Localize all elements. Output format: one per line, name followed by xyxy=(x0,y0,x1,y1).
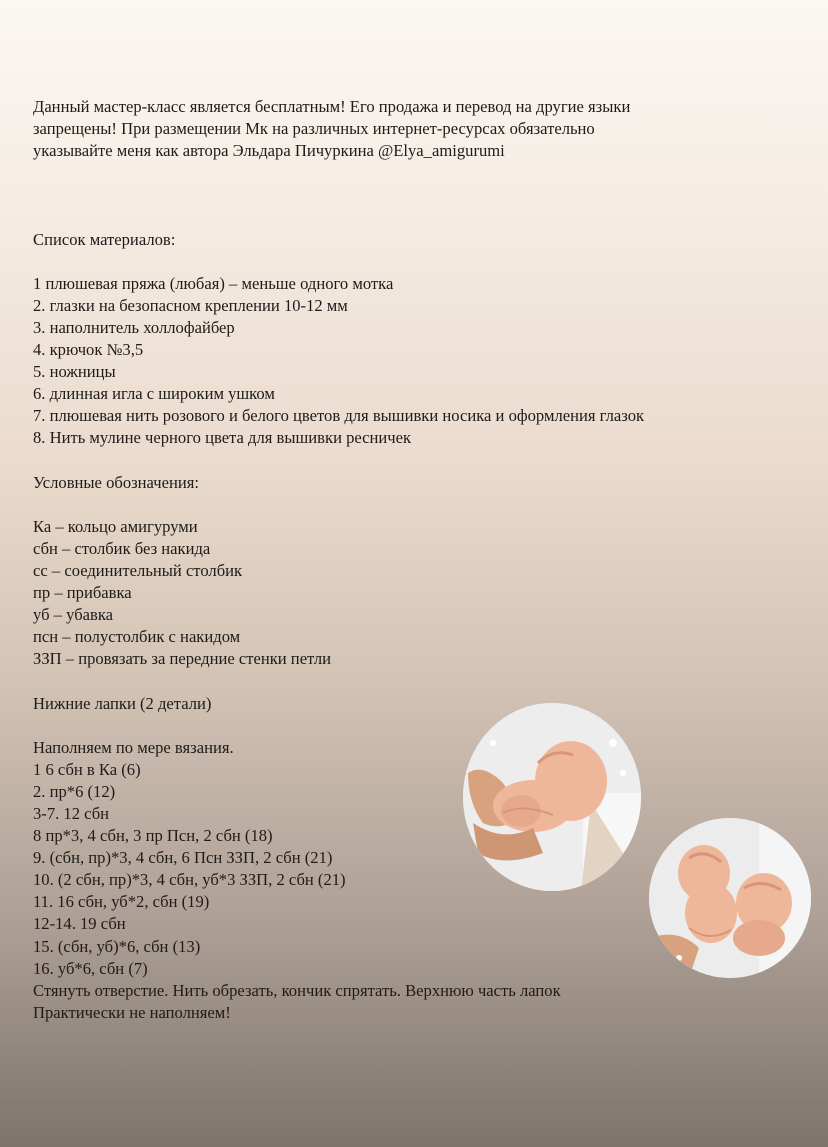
intro-line: запрещены! При размещении Мк на различных интернет-ресурсах обязательно xyxy=(33,119,595,139)
material-item: 7. плюшевая нить розового и белого цветов для вышивки носика и оформления глазок xyxy=(33,406,645,426)
materials-section xyxy=(33,229,773,450)
paw-photo-1-illustration xyxy=(463,703,641,891)
intro-line: Данный мастер-класс является бесплатным! Его продажа и перевод на другие языки xyxy=(33,97,631,116)
legend-item: псн – полустолбик с накидом xyxy=(33,627,241,647)
section-heading: Нижние лапки (2 детали) xyxy=(33,693,212,713)
material-item: 2. глазки на безопасном креплении 10-12 мм xyxy=(33,295,348,315)
paw-photo-2 xyxy=(649,818,811,978)
legend-item: ЗЗП – провязать за передние стенки петли xyxy=(33,649,332,669)
intro-line: указывайте меня как автора Эльдара Пичуркина @Elya_amigurumi xyxy=(33,141,505,161)
legend-item: пр – прибавка xyxy=(33,583,132,603)
material-item: 6. длинная игла с широким ушком xyxy=(33,384,275,404)
paw-photo-1 xyxy=(463,703,641,891)
legend-item: уб – убавка xyxy=(33,605,114,625)
pattern-row: 11. 16 сбн, уб*2, сбн (19) xyxy=(33,892,210,912)
pattern-row: 10. (2 сбн, пр)*3, 4 сбн, уб*3 ЗЗП, 2 сбн (21) xyxy=(33,870,346,890)
closing-line: Практически не наполняем! xyxy=(33,1002,231,1022)
closing-line: Стянуть отверстие. Нить обрезать, кончик спрятать. Верхнюю часть лапок xyxy=(33,980,561,1000)
materials-heading: Список материалов: xyxy=(33,229,176,249)
legend-item: сс – соединительный столбик xyxy=(33,560,243,580)
intro-paragraph xyxy=(33,96,773,162)
material-item: 1 плюшевая пряжа (любая) – меньше одного мотка xyxy=(33,273,394,293)
material-item: 3. наполнитель холлофайбер xyxy=(33,317,235,337)
pattern-row: 12-14. 19 сбн xyxy=(33,914,126,934)
legend-item: сбн – столбик без накида xyxy=(33,538,211,558)
material-item: 8. Нить мулине черного цвета для вышивки ресничек xyxy=(33,428,412,448)
paw-photo-2-illustration xyxy=(649,818,811,978)
pattern-row: 9. (сбн, пр)*3, 4 сбн, 6 Псн ЗЗП, 2 сбн (21) xyxy=(33,848,333,868)
legend-section xyxy=(33,472,773,671)
section-note: Наполняем по мере вязания. xyxy=(33,737,234,757)
pattern-row: 16. уб*6, сбн (7) xyxy=(33,958,148,978)
material-item: 4. крючок №3,5 xyxy=(33,340,144,360)
pattern-row: 3-7. 12 сбн xyxy=(33,804,110,823)
pattern-row: 15. (сбн, уб)*6, сбн (13) xyxy=(33,936,201,956)
pattern-row: 8 пр*3, 4 сбн, 3 пр Псн, 2 сбн (18) xyxy=(33,826,273,846)
legend-heading: Условные обозначения: xyxy=(33,472,199,492)
pattern-row: 2. пр*6 (12) xyxy=(33,781,116,801)
legend-item: Ка – кольцо амигуруми xyxy=(33,516,198,536)
pattern-row: 1 6 сбн в Ка (6) xyxy=(33,759,141,779)
material-item: 5. ножницы xyxy=(33,362,116,382)
